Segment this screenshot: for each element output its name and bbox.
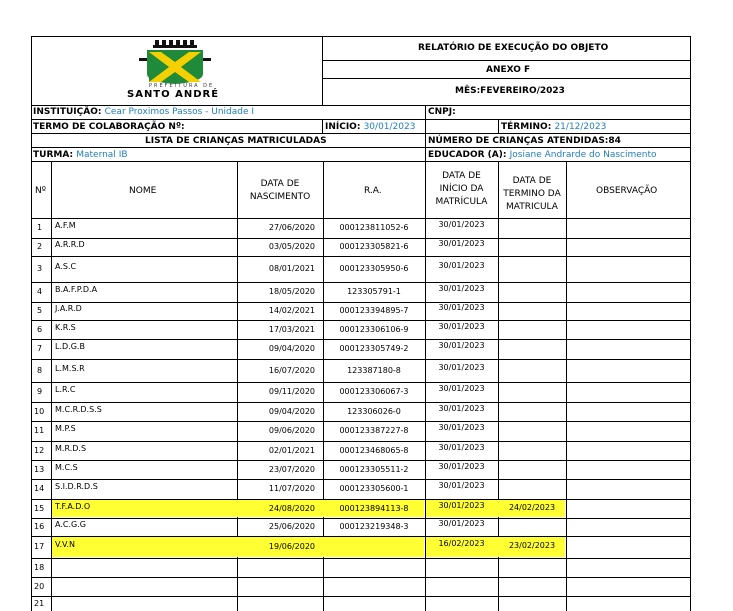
row-birth-date: 16/07/2020 bbox=[268, 366, 315, 375]
row-name: M.C.R.D.S.S bbox=[55, 405, 102, 414]
col-header-ra: R.A. bbox=[364, 186, 382, 196]
report-title: RELATÓRIO DE EXECUÇÃO DO OBJETO bbox=[418, 43, 609, 53]
row-number: 11 bbox=[34, 426, 45, 435]
row-number: 14 bbox=[34, 484, 45, 493]
col-header-end-line3: MATRICULA bbox=[506, 202, 558, 212]
institution-label-text: INSTITUIÇÃO: bbox=[33, 107, 102, 117]
row-number: 16 bbox=[34, 522, 45, 531]
row-name: V.V.N bbox=[55, 540, 75, 549]
row-birth-date: 25/06/2020 bbox=[268, 522, 315, 531]
col-header-start-line2: INÍCIO DA bbox=[439, 184, 484, 194]
row-start-date: 30/01/2023 bbox=[438, 220, 485, 229]
row-number: 6 bbox=[37, 325, 43, 334]
table-row bbox=[31, 558, 690, 577]
row-name: M.P.S bbox=[55, 424, 76, 433]
row-ra: 000123894113-8 bbox=[339, 504, 409, 513]
row-birth-date: 17/03/2021 bbox=[268, 325, 315, 334]
row-start-date: 30/01/2023 bbox=[438, 501, 485, 510]
row-ra: 000123394895-7 bbox=[339, 306, 409, 315]
class-label: TURMA: bbox=[33, 150, 74, 160]
row-number: 8 bbox=[37, 366, 43, 375]
row-ra: 123387180-8 bbox=[347, 366, 401, 375]
month-label: MÊS:FEVEREIRO/2023 bbox=[455, 86, 565, 96]
row-start-date: 16/02/2023 bbox=[438, 539, 485, 548]
row-name: L.D.G.B bbox=[55, 342, 85, 351]
col-header-num: Nº bbox=[35, 186, 46, 196]
row-number: 7 bbox=[37, 344, 43, 353]
cnpj-label: CNPJ: bbox=[428, 107, 456, 117]
row-number: 12 bbox=[34, 446, 45, 455]
row-name: J.A.R.D bbox=[55, 304, 82, 313]
row-birth-date: 11/07/2020 bbox=[268, 484, 315, 493]
row-number: 9 bbox=[37, 387, 43, 396]
row-number: 4 bbox=[37, 287, 43, 296]
row-number: 20 bbox=[34, 582, 45, 591]
col-header-birth-line1: DATA DE bbox=[260, 179, 300, 189]
logo-caption-small: PREFEITURA DE bbox=[149, 83, 215, 89]
row-start-date: 30/01/2023 bbox=[438, 261, 485, 270]
row-start-date: 30/01/2023 bbox=[438, 239, 485, 248]
row-end-date: 23/02/2023 bbox=[508, 541, 556, 550]
row-number: 3 bbox=[37, 264, 43, 273]
row-birth-date: 18/05/2020 bbox=[268, 287, 315, 296]
col-header-obs: OBSERVAÇÃO bbox=[596, 186, 658, 196]
start-date-label: INÍCIO: bbox=[325, 122, 361, 132]
row-birth-date: 24/08/2020 bbox=[268, 504, 315, 513]
row-birth-date: 09/04/2020 bbox=[268, 407, 315, 416]
row-birth-date: 14/02/2021 bbox=[268, 306, 315, 315]
row-name: A.C.G.G bbox=[55, 520, 86, 529]
row-ra: 123306026-0 bbox=[347, 407, 401, 416]
row-start-date: 30/01/2023 bbox=[438, 462, 485, 471]
row-number: 15 bbox=[34, 504, 45, 513]
row-name: T.F.A.D.O bbox=[55, 502, 91, 511]
row-birth-date: 03/05/2020 bbox=[268, 242, 315, 251]
children-count: NÚMERO DE CRIANÇAS ATENDIDAS:84 bbox=[428, 136, 621, 146]
educator-label: EDUCADOR (A): bbox=[428, 150, 507, 160]
row-ra: 000123305600-1 bbox=[339, 484, 409, 493]
row-birth-date: 19/06/2020 bbox=[268, 542, 315, 551]
row-start-date: 30/01/2023 bbox=[438, 284, 485, 293]
col-header-start-line1: DATA DE bbox=[442, 171, 481, 181]
row-birth-date: 08/01/2021 bbox=[268, 264, 315, 273]
row-number: 21 bbox=[34, 599, 45, 608]
annex-label: ANEXO F bbox=[486, 65, 531, 75]
row-name: L.R.C bbox=[55, 385, 76, 394]
logo-caption-large: SANTO ANDRÉ bbox=[127, 89, 220, 100]
term-label: TERMO DE COLABORAÇÃO Nº: bbox=[33, 122, 185, 132]
col-header-start bbox=[425, 170, 498, 209]
row-name: A.R.R.D bbox=[55, 240, 85, 249]
row-ra: 000123219348-3 bbox=[339, 522, 409, 531]
col-header-birth bbox=[237, 178, 323, 204]
class-value: Maternal IB bbox=[76, 150, 128, 160]
col-header-end-line2: TERMINO DA bbox=[503, 189, 561, 199]
row-number: 5 bbox=[37, 306, 43, 315]
row-birth-date: 09/04/2020 bbox=[268, 344, 315, 353]
city-coat-of-arms-icon bbox=[135, 40, 215, 84]
row-start-date: 30/01/2023 bbox=[438, 363, 485, 372]
row-ra: 000123811052-6 bbox=[339, 223, 409, 232]
table-row bbox=[31, 577, 690, 596]
row-ra: 000123468065-8 bbox=[339, 446, 409, 455]
row-name: M.R.D.S bbox=[55, 444, 87, 453]
table-row bbox=[31, 596, 690, 611]
row-ra: 000123306067-3 bbox=[339, 387, 409, 396]
row-ra: 000123305950-6 bbox=[339, 264, 409, 273]
row-name: M.C.S bbox=[55, 463, 78, 472]
row-birth-date: 27/06/2020 bbox=[268, 223, 315, 232]
row-name: S.I.D.R.D.S bbox=[55, 482, 98, 491]
row-number: 18 bbox=[34, 563, 45, 572]
col-header-end-line1: DATA DE bbox=[512, 176, 552, 186]
start-date bbox=[325, 123, 415, 132]
row-start-date: 30/01/2023 bbox=[438, 384, 485, 393]
row-start-date: 30/01/2023 bbox=[438, 423, 485, 432]
row-ra: 000123305821-6 bbox=[339, 242, 409, 251]
row-start-date: 30/01/2023 bbox=[438, 404, 485, 413]
row-name: B.A.F.P.D.A bbox=[55, 285, 98, 294]
row-birth-date: 09/06/2020 bbox=[268, 426, 315, 435]
row-number: 1 bbox=[37, 223, 43, 232]
end-date-label: TÉRMINO: bbox=[501, 122, 552, 132]
row-start-date: 30/01/2023 bbox=[438, 443, 485, 452]
row-start-date: 30/01/2023 bbox=[438, 481, 485, 490]
col-header-end bbox=[498, 175, 566, 214]
row-name: A.F.M bbox=[55, 221, 76, 230]
row-number: 13 bbox=[34, 465, 45, 474]
logo bbox=[127, 40, 220, 100]
row-ra: 000123306106-9 bbox=[339, 325, 409, 334]
row-end-date: 24/02/2023 bbox=[508, 503, 556, 512]
educator-info bbox=[428, 151, 657, 160]
class-info bbox=[33, 151, 128, 160]
col-header-birth-line2: NASCIMENTO bbox=[249, 192, 311, 202]
row-start-date: 30/01/2023 bbox=[438, 322, 485, 331]
row-start-date: 30/01/2023 bbox=[438, 303, 485, 312]
row-birth-date: 23/07/2020 bbox=[268, 465, 315, 474]
col-header-start-line3: MATRÍCULA bbox=[435, 197, 488, 207]
end-date bbox=[501, 123, 606, 132]
educator-value: Josiane Andrarde do Nascimento bbox=[509, 150, 657, 160]
col-header-name: NOME bbox=[129, 186, 157, 196]
row-start-date: 30/01/2023 bbox=[438, 341, 485, 350]
row-number: 17 bbox=[34, 542, 45, 551]
row-start-date: 30/01/2023 bbox=[438, 519, 485, 528]
row-birth-date: 02/01/2021 bbox=[268, 446, 315, 455]
row-birth-date: 09/11/2020 bbox=[268, 387, 315, 396]
row-name: L.M.S.R bbox=[55, 364, 85, 373]
row-number: 10 bbox=[34, 407, 45, 416]
institution-label bbox=[33, 108, 254, 117]
row-ra: 000123305511-2 bbox=[339, 465, 409, 474]
row-number: 2 bbox=[37, 242, 43, 251]
row-ra: 000123387227-8 bbox=[339, 426, 409, 435]
end-date-value: 21/12/2023 bbox=[554, 122, 607, 132]
row-name: A.S.C bbox=[55, 262, 77, 271]
row-name: K.R.S bbox=[55, 323, 76, 332]
row-ra: 123305791-1 bbox=[347, 287, 401, 296]
list-title: LISTA DE CRIANÇAS MATRICULADAS bbox=[145, 136, 327, 146]
start-date-value: 30/01/2023 bbox=[363, 122, 416, 132]
institution-value: Cear Proximos Passos - Unidade I bbox=[104, 107, 255, 117]
row-ra: 000123305749-2 bbox=[339, 344, 409, 353]
